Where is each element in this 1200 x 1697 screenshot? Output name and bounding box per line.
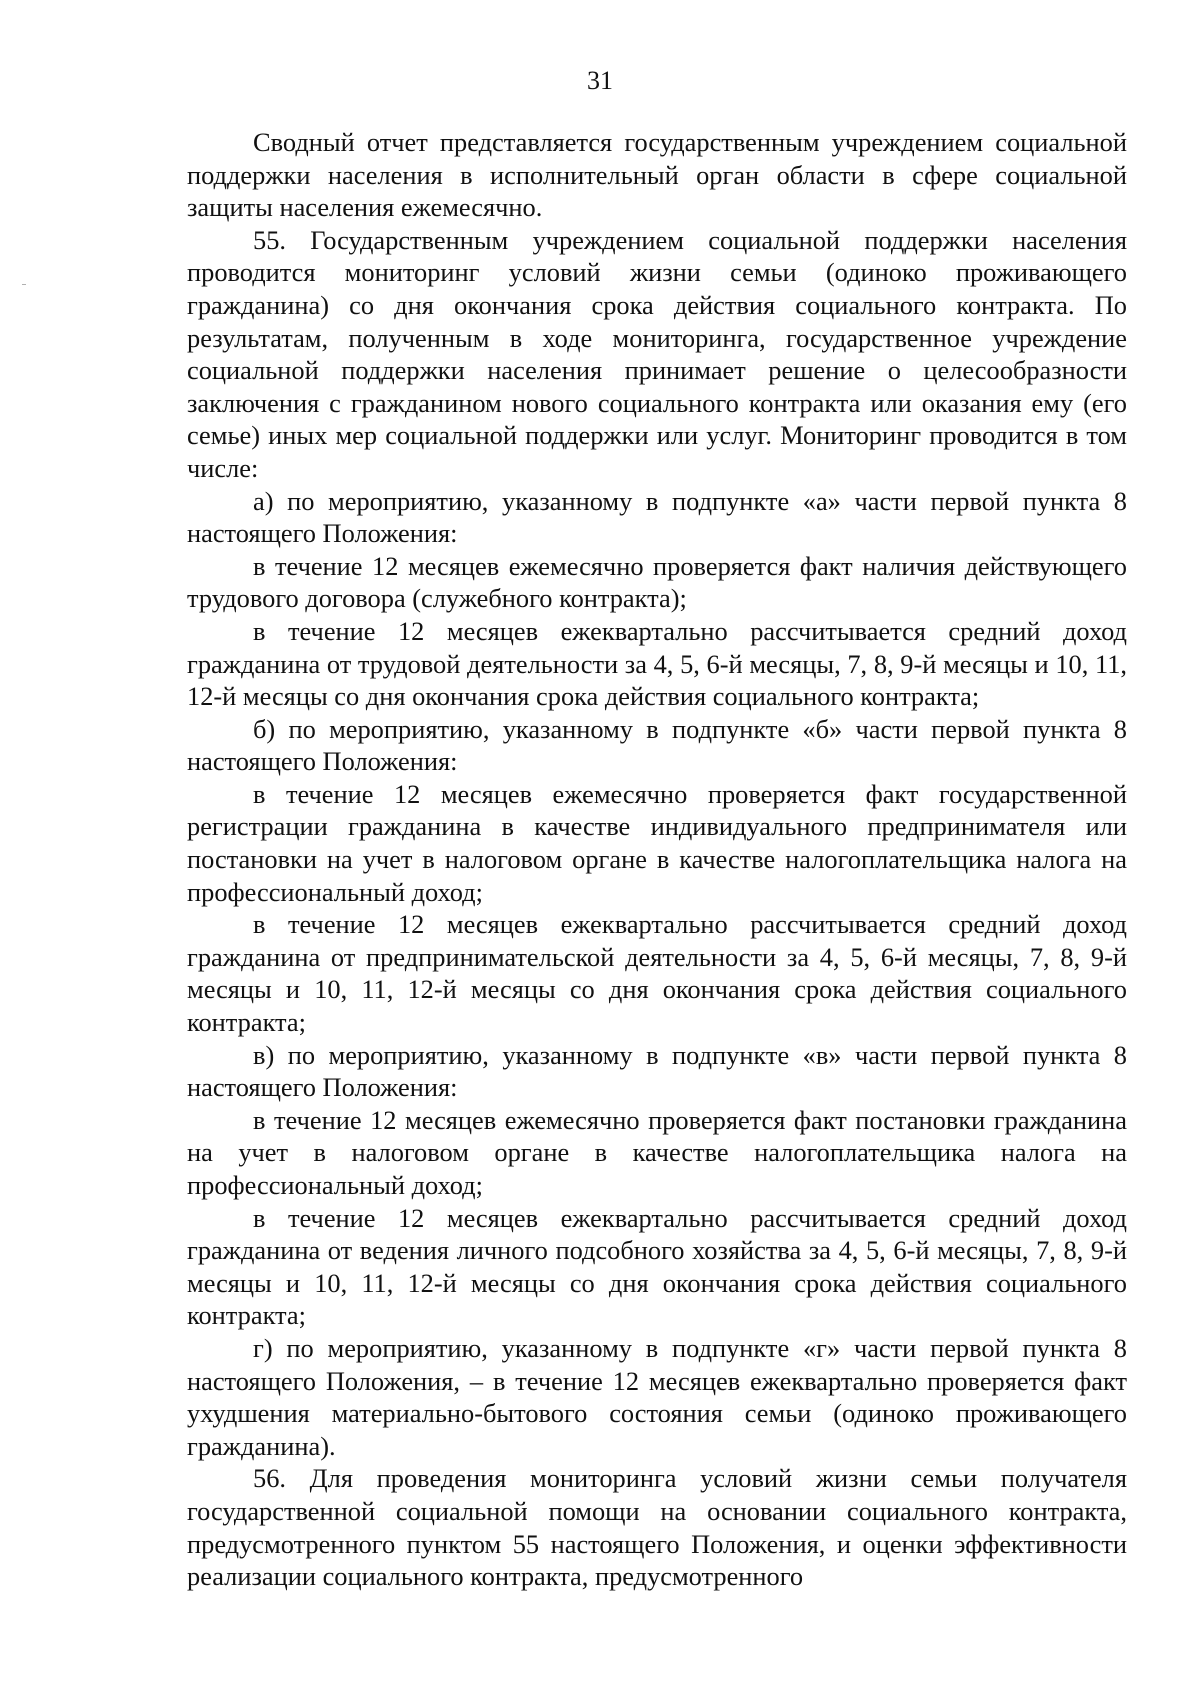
paragraph-55: 55. Государственным учреждением социальной поддержки населения проводится мониторинг условий жизни семьи (одиноко проживающего гражданина) со дня окончания срока действия социального контракта. По результатам, полученным в ходе мониторинга, государственное учреждение социальной поддержки населения принимает решение о целесообразности заключения с гражданином нового социального контракта или оказания ему (его семье) иных мер социальной поддержки или услуг. Мониторинг проводится в том числе: [187,224,1127,483]
paragraph-summary-report: Сводный отчет представляется государственным учреждением социальной поддержки населения в исполнительный орган области в сфере социальной защиты населения ежемесячно. [187,127,1127,223]
paragraph-55-g: г) по мероприятию, указанному в подпункте «г» части первой пункта 8 настоящего Положения, – в течение 12 месяцев ежеквартально проверяется факт ухудшения материально-бытового состояния семьи (одиноко проживающего гражданина). [187,1332,1127,1461]
paragraph-55-a-2: в течение 12 месяцев ежеквартально рассчитывается средний доход гражданина от трудовой деятельности за 4, 5, 6-й месяцы, 7, 8, 9-й месяцы и 10, 11, 12-й месяцы со дня окончания срока действия социального контракта; [187,615,1127,712]
scan-artifact-mark [22,284,26,285]
paragraph-55-v: в) по мероприятию, указанному в подпункте «в» части первой пункта 8 настоящего Положения: [187,1039,1127,1103]
paragraph-55-b-2: в течение 12 месяцев ежеквартально рассчитывается средний доход гражданина от предпринимательской деятельности за 4, 5, 6-й месяцы, 7, 8, 9-й месяцы и 10, 11, 12-й месяцы со дня окончания срока действия социального контракта; [187,909,1127,1038]
paragraph-55-b-1: в течение 12 месяцев ежемесячно проверяется факт государственной регистрации гражданина в качестве индивидуального предпринимателя или постановки на учет в налоговом органе в качестве налогоплательщика налога на профессиональный доход; [187,778,1127,907]
paragraph-55-a: а) по мероприятию, указанному в подпункте «а» части первой пункта 8 настоящего Положения: [187,485,1127,549]
paragraph-55-a-1: в течение 12 месяцев ежемесячно проверяется факт наличия действующего трудового договора (служебного контракта); [187,550,1127,614]
document-body [187,126,1127,1593]
paragraph-55-b: б) по мероприятию, указанному в подпункте «б» части первой пункта 8 настоящего Положения: [187,713,1127,777]
paragraph-55-v-1: в течение 12 месяцев ежемесячно проверяется факт постановки гражданина на учет в налоговом органе в качестве налогоплательщика налога на профессиональный доход; [187,1104,1127,1200]
paragraph-55-v-2: в течение 12 месяцев ежеквартально рассчитывается средний доход гражданина от ведения личного подсобного хозяйства за 4, 5, 6-й месяцы, 7, 8, 9-й месяцы и 10, 11, 12-й месяцы со дня окончания срока действия социального контракта; [187,1202,1127,1331]
page-number: 31 [587,66,613,95]
paragraph-56: 56. Для проведения мониторинга условий жизни семьи получателя государственной социальной помощи на основании социального контракта, предусмотренного пунктом 55 настоящего Положения, и оценки эффективности реализации социального контракта, предусмотренного [187,1463,1127,1592]
